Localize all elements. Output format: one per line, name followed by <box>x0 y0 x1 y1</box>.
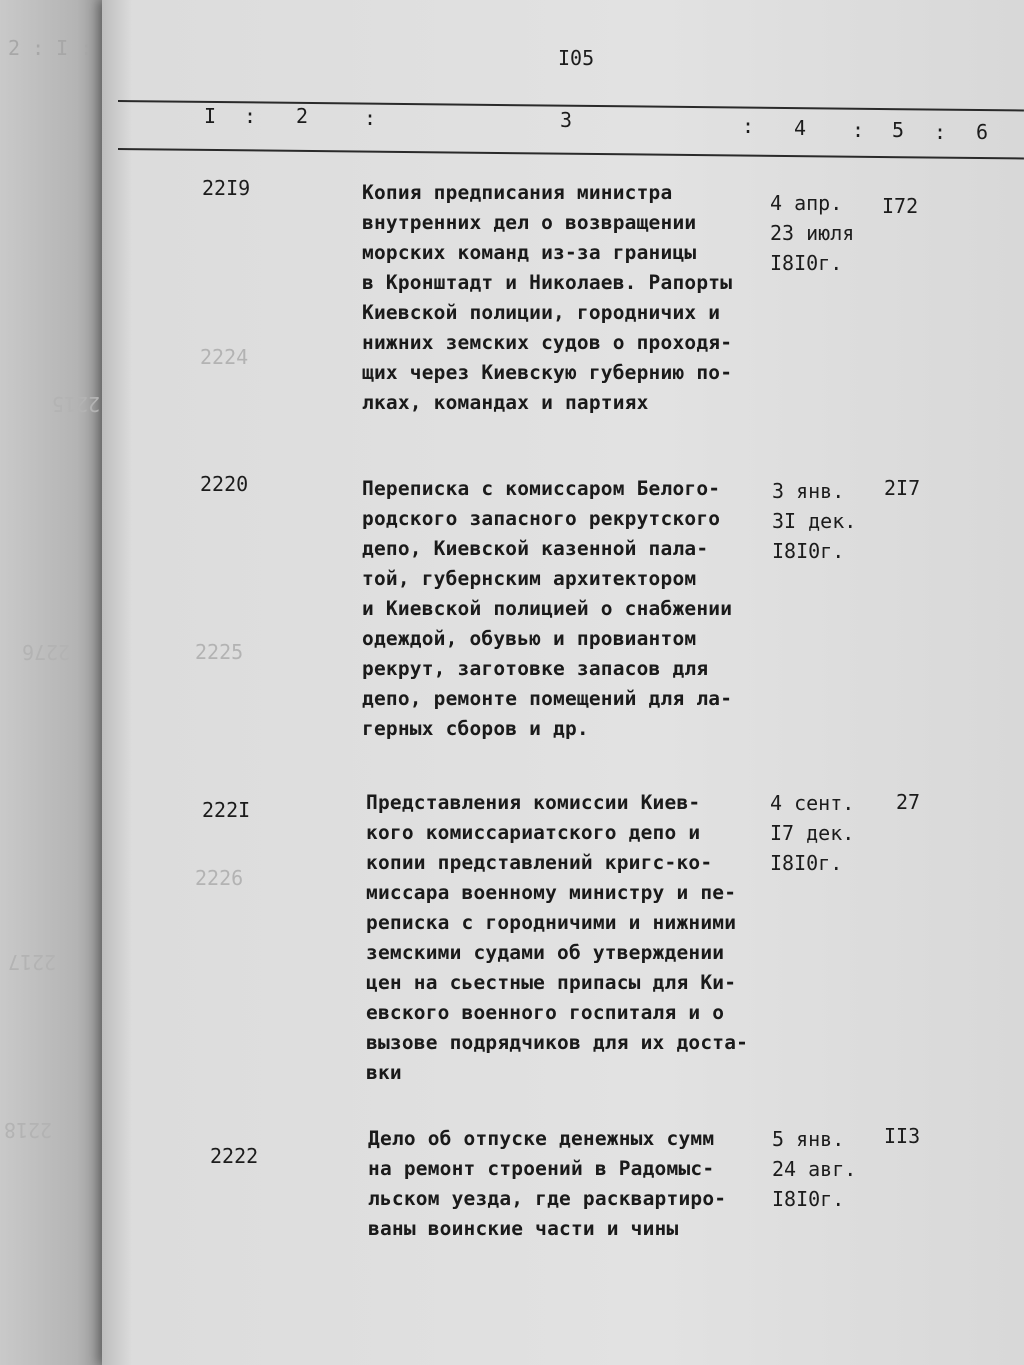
facing-page-edge <box>0 0 110 1365</box>
column-header-5: 5 <box>892 118 905 142</box>
column-separator: : <box>742 114 755 138</box>
entry-sheet-count: 2I7 <box>884 476 921 500</box>
description-line: щих через Киевскую губернию по- <box>362 361 733 384</box>
description-line: герных сборов и др. <box>362 717 589 740</box>
entry-description <box>362 474 732 744</box>
description-line: вызове подрядчиков для их доста- <box>366 1031 749 1054</box>
bleed-number: 2224 <box>200 345 249 369</box>
column-header-6: 6 <box>976 120 989 144</box>
bleed-number: 2217 <box>8 950 57 974</box>
description-line: цен на сьестные припасы для Ки- <box>366 971 737 994</box>
description-line: льском уезда, где расквартиро- <box>368 1187 727 1210</box>
bleed-number: 2215 <box>52 392 101 416</box>
description-line: Переписка с комиссаром Белого- <box>362 477 721 500</box>
description-line: той, губернским архитектором <box>362 567 697 590</box>
column-header-3: 3 <box>560 108 573 132</box>
column-separator: : <box>364 106 377 130</box>
date-line: 5 янв. <box>772 1127 845 1151</box>
date-line: 4 апр. <box>770 191 843 215</box>
description-line: родского запасного рекрутского <box>362 507 721 530</box>
date-line: I8I0г. <box>772 1187 845 1211</box>
description-line: ваны воинские части и чины <box>368 1217 679 1240</box>
date-line: 4 сент. <box>770 791 855 815</box>
column-separator: : <box>934 120 947 144</box>
date-line: I7 дек. <box>770 821 855 845</box>
description-line: одеждой, обувью и провиантом <box>362 627 697 650</box>
description-line: внутренних дел о возвращении <box>362 211 697 234</box>
date-line: 3 янв. <box>772 479 845 503</box>
facing-page-ghost-text: 2 : I : <box>8 36 93 60</box>
description-line: Копия предписания министра <box>362 181 673 204</box>
bleed-number: 2225 <box>195 640 244 664</box>
date-line: 23 июля <box>770 221 855 245</box>
column-separator: : <box>852 118 865 142</box>
bleed-number: 2276 <box>22 640 71 664</box>
entry-dates <box>772 1124 856 1214</box>
description-line: лках, командах и партиях <box>362 391 649 414</box>
entry-number: 2222 <box>210 1144 259 1168</box>
date-line: 3I дек. <box>772 509 857 533</box>
description-line: нижних земских судов о проходя- <box>362 331 733 354</box>
description-line: евского военного госпиталя и о <box>366 1001 725 1024</box>
entry-sheet-count: I72 <box>882 194 919 218</box>
description-line: Киевской полиции, городничих и <box>362 301 721 324</box>
date-line: 24 авг. <box>772 1157 857 1181</box>
bleed-number: 2218 <box>4 1118 53 1142</box>
description-line: Представления комиссии Киев- <box>366 791 701 814</box>
entry-number: 22I9 <box>202 176 251 200</box>
description-line: депо, ремонте помещений для ла- <box>362 687 733 710</box>
page-number: I05 <box>558 46 595 70</box>
entry-number: 222I <box>202 798 251 822</box>
description-line: и Киевской полицией о снабжении <box>362 597 733 620</box>
entry-dates <box>770 788 854 878</box>
description-line: вки <box>366 1061 402 1084</box>
description-line: реписка с городничими и нижними <box>366 911 737 934</box>
description-line: депо, Киевской казенной пала- <box>362 537 709 560</box>
description-line: морских команд из-за границы <box>362 241 697 264</box>
entry-description <box>366 788 748 1088</box>
description-line: миссара военному министру и пе- <box>366 881 737 904</box>
entry-dates <box>770 188 854 278</box>
column-header-4: 4 <box>794 116 807 140</box>
description-line: Дело об отпуске денежных сумм <box>368 1127 715 1150</box>
description-line: на ремонт строений в Радомыс- <box>368 1157 715 1180</box>
column-header-2: 2 <box>296 104 309 128</box>
entry-description <box>362 178 732 418</box>
date-line: I8I0г. <box>770 251 843 275</box>
date-line: I8I0г. <box>772 539 845 563</box>
description-line: земскими судами об утверждении <box>366 941 725 964</box>
entry-sheet-count: II3 <box>884 1124 921 1148</box>
description-line: в Кронштадт и Николаев. Рапорты <box>362 271 733 294</box>
column-separator: : <box>244 104 257 128</box>
bleed-number: 2226 <box>195 866 244 890</box>
description-line: копии представлений кригс-ко- <box>366 851 713 874</box>
entry-number: 2220 <box>200 472 249 496</box>
entry-sheet-count: 27 <box>896 790 921 814</box>
description-line: рекрут, заготовке запасов для <box>362 657 709 680</box>
date-line: I8I0г. <box>770 851 843 875</box>
description-line: кого комиссариатского депо и <box>366 821 701 844</box>
entry-dates <box>772 476 856 566</box>
column-header-1: I <box>204 104 217 128</box>
entry-description <box>368 1124 726 1244</box>
